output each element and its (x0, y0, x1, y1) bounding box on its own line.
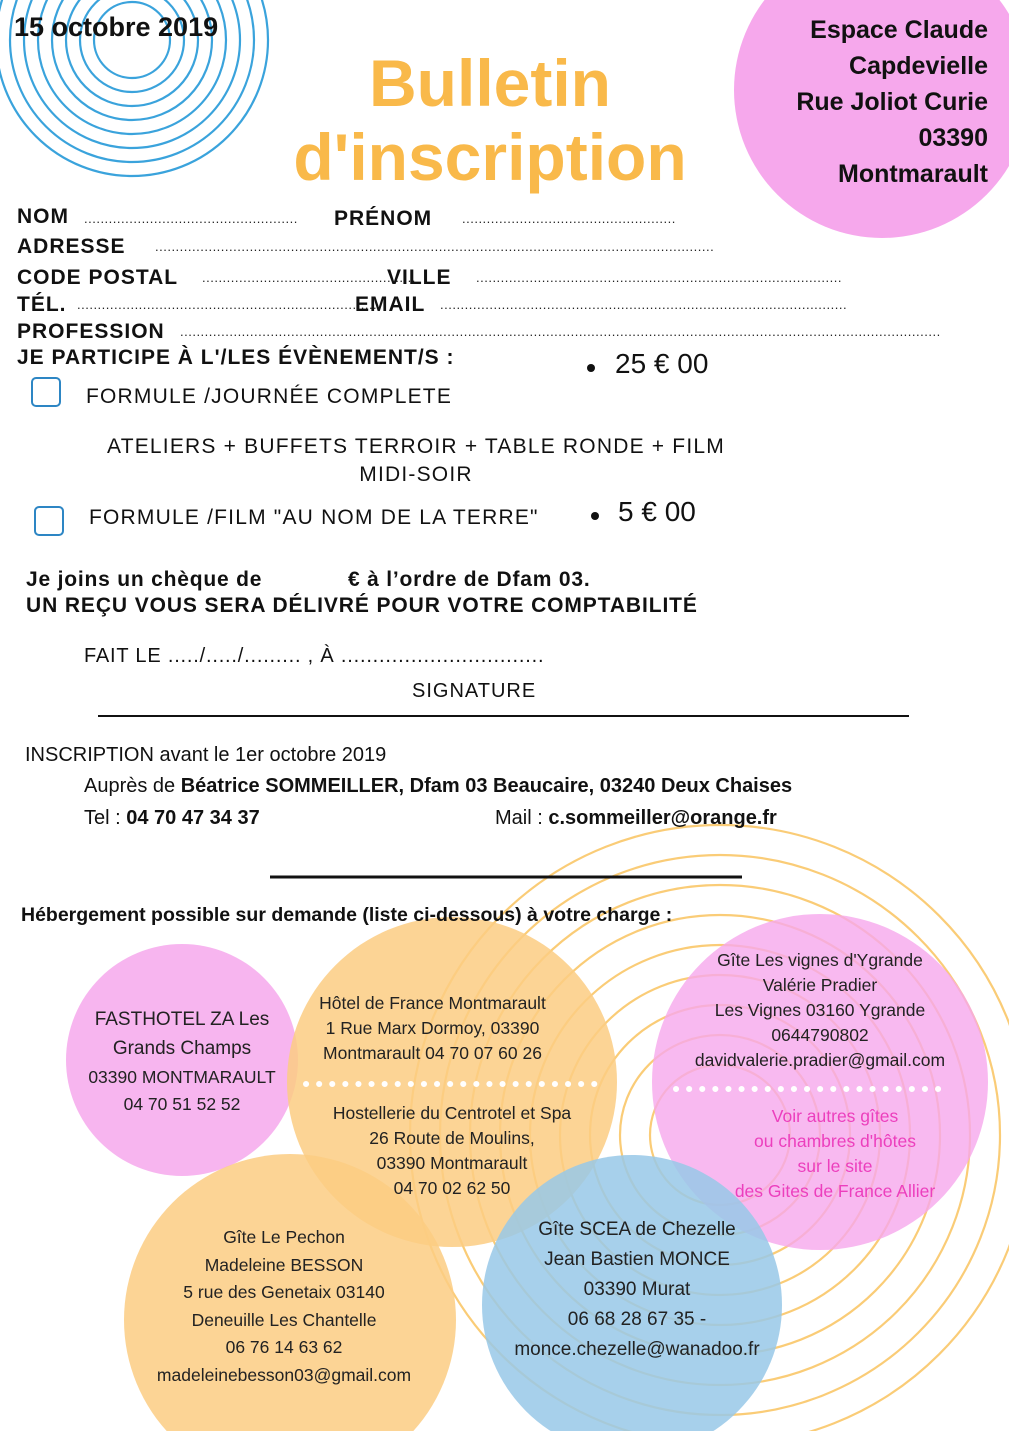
info-line: 03390 MONTMARAULT (88, 1067, 276, 1087)
info-line: Jean Bastien MONCE (544, 1249, 730, 1270)
contact-tel: 04 70 47 34 37 (126, 807, 260, 829)
event-date: 15 octobre 2019 (14, 12, 219, 42)
inscription-deadline: INSCRIPTION avant le 1er octobre 2019 (25, 744, 387, 766)
info-line: Gîte Le Pechon (223, 1227, 345, 1247)
pechon-info (134, 1224, 434, 1389)
formule2-checkbox[interactable] (34, 506, 64, 536)
info-line: Gîte Les vignes d'Ygrande (717, 950, 923, 970)
fait-le-field[interactable]: FAIT LE ...../...../......... , À ................................ (84, 645, 545, 667)
email-label: EMAIL (355, 293, 426, 316)
info-line: Gîte SCEA de Chezelle (538, 1219, 736, 1240)
mail-prefix: Mail : (495, 807, 549, 829)
formule2-price: 5 € 00 (618, 496, 696, 527)
email-field[interactable]: ................................................................................................... (440, 297, 848, 312)
cheque-order: € à l’ordre de Dfam 03. (348, 568, 591, 591)
bullet-icon (587, 364, 595, 372)
venue-line: Espace Claude (810, 16, 988, 44)
contact-mail[interactable]: c.sommeiller@orange.fr (548, 807, 777, 829)
vignes-info (670, 948, 970, 1073)
info-line: Les Vignes 03160 Ygrande (714, 1000, 926, 1020)
info-line: Madeleine BESSON (204, 1254, 364, 1275)
cheque-text: Je joins un chèque de (26, 568, 263, 591)
venue-address (740, 12, 988, 192)
info-line: 06 76 14 63 62 (225, 1337, 343, 1357)
info-line: ou chambres d'hôtes (754, 1131, 916, 1151)
profession-field[interactable]: ......................................................................................................................................................................................... (180, 324, 941, 339)
info-line: 26 Route de Moulins, (369, 1128, 535, 1148)
autres-gites-link[interactable] (700, 1104, 970, 1204)
tel-prefix: Tel : (84, 807, 127, 829)
nom-field[interactable]: .................................................... (84, 211, 298, 226)
info-line: Hôtel de France Montmarault (319, 993, 546, 1013)
info-line: Hostellerie du Centrotel et Spa (332, 1103, 572, 1123)
adresse-label: ADRESSE (17, 235, 126, 258)
chezelle-info (487, 1215, 787, 1365)
fasthotel-info (72, 1005, 292, 1117)
info-line[interactable]: davidvalerie.pradier@gmail.com (694, 1050, 946, 1070)
bullet-icon (591, 512, 599, 520)
info-line: 04 70 02 62 50 (393, 1178, 511, 1198)
formule1-price: 25 € 00 (615, 348, 709, 379)
venue-line: 03390 (918, 124, 988, 152)
code-postal-label: CODE POSTAL (17, 266, 179, 289)
info-line: 5 rue des Genetaix 03140 (183, 1282, 385, 1302)
ville-field[interactable]: ......................................................................................... (476, 270, 842, 285)
title-line-1: Bulletin (369, 46, 611, 120)
info-line: Deneuille Les Chantelle (191, 1309, 377, 1330)
profession-label: PROFESSION (17, 320, 165, 343)
info-line: Grands Champs (112, 1038, 252, 1059)
info-line: des Gites de France Allier (734, 1181, 936, 1201)
mail-line (495, 807, 777, 830)
nom-label: NOM (17, 205, 69, 228)
info-line: Valérie Pradier (762, 975, 878, 995)
info-line[interactable]: monce.chezelle@wanadoo.fr (514, 1339, 760, 1360)
title-line-2: d'inscription (293, 120, 687, 194)
info-line: Voir autres gîtes (771, 1106, 899, 1126)
info-line: 06 68 28 67 35 - (567, 1309, 707, 1330)
info-line: 03390 Montmarault (376, 1153, 528, 1173)
prenom-label: PRÉNOM (334, 207, 433, 230)
tel-label: TÉL. (17, 293, 67, 316)
info-line[interactable]: madeleinebesson03@gmail.com (156, 1364, 412, 1385)
info-line: 04 70 51 52 52 (123, 1094, 241, 1114)
info-line: 1 Rue Marx Dormoy, 03390 (325, 1018, 540, 1038)
info-line: FASTHOTEL ZA Les (94, 1009, 270, 1030)
venue-line: Capdevielle (849, 52, 988, 80)
info-line: Montmarault 04 70 07 60 26 (323, 1043, 542, 1063)
participation-label: JE PARTICIPE À L'/LES ÉVÈNEMENT/S : (17, 346, 455, 369)
formule2-label: FORMULE /FILM "AU NOM DE LA TERRE" (89, 506, 539, 529)
formule1-label: FORMULE /JOURNÉE COMPLETE (86, 385, 453, 408)
tel-field[interactable]: .......................................................................... (77, 297, 382, 312)
code-postal-field[interactable]: .................................................... (202, 270, 416, 285)
info-line: 03390 Murat (583, 1279, 691, 1300)
formule1-details-line: ATELIERS + BUFFETS TERROIR + TABLE RONDE + FILM (107, 435, 725, 458)
info-line: 0644790802 (771, 1025, 869, 1045)
venue-line: Montmarault (838, 160, 988, 188)
prenom-field[interactable]: .................................................... (462, 211, 676, 226)
adresse-field[interactable]: ........................................................................................................................................ (155, 239, 715, 254)
formule1-checkbox[interactable] (31, 377, 61, 407)
contact-name: Béatrice SOMMEILLER, Dfam 03 Beaucaire, 03240 Deux Chaises (180, 775, 793, 797)
ville-label: VILLE (387, 266, 452, 289)
hotel-france-info (295, 991, 570, 1066)
formule1-details-line: MIDI-SOIR (359, 463, 473, 486)
contact-prefix: Auprès de (84, 775, 181, 797)
page-title (230, 46, 750, 194)
contact-line (84, 775, 792, 798)
recu-notice: UN REÇU VOUS SERA DÉLIVRÉ POUR VOTRE COMPTABILITÉ (26, 594, 698, 617)
hebergement-title: Hébergement possible sur demande (liste ci-dessous) à votre charge : (21, 904, 673, 926)
venue-line: Rue Joliot Curie (796, 88, 988, 116)
formule1-details (40, 433, 792, 489)
tel-line (84, 807, 260, 830)
signature-label: SIGNATURE (412, 680, 537, 702)
info-line: sur le site (797, 1156, 873, 1176)
centrotel-info (302, 1101, 602, 1201)
